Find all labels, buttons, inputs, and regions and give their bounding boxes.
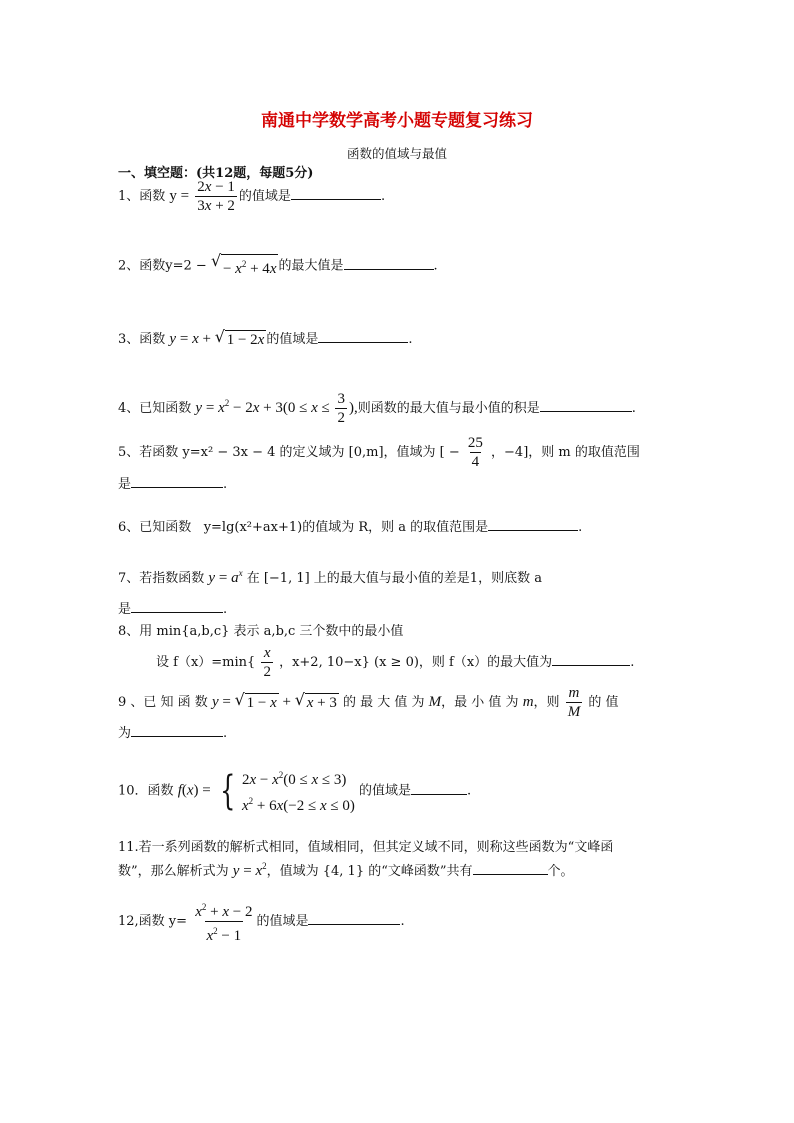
answer-blank xyxy=(411,782,467,795)
square-root: √ x + 3 xyxy=(294,690,337,711)
answer-blank xyxy=(540,399,632,412)
problem-5-line-2: 是 . xyxy=(118,477,228,492)
fraction: $\frac{x}{2}$ xyxy=(263,645,271,680)
problem-6: 6、已知函数 y=lg(x²+ax+1)的值域为 R，则 a 的取值范围是 . xyxy=(118,520,583,535)
fraction: $\frac{x^2 + x - 2}{x^2 - 1}$ xyxy=(195,902,253,944)
answer-blank xyxy=(291,187,381,200)
square-root: √ 1 − 2x xyxy=(214,327,265,348)
problem-9: 9 、已 知 函 数 y = √ 1 − x + √ x + 3 的 最 大 值 为 M，最 小 值 为 m，则 $\frac{m}{M}$ 的 值 xyxy=(118,685,619,720)
problem-10: 10．函数 f(x) = { $2x - x^2(0 \le x \le 3)$ $x^2 + 6x(-2 \le x \le 0)$ 的值域是 . xyxy=(118,765,471,817)
problem-3: 3、函数 y = x + √ 1 − 2x 的值域是 . xyxy=(118,327,413,348)
square-root: √ 1 − x xyxy=(234,690,277,711)
answer-blank xyxy=(318,330,408,343)
problem-8: 8、用 min{a,b,c} 表示 a,b,c 三个数中的最小值 xyxy=(118,624,404,639)
answer-blank xyxy=(552,653,630,666)
problem-7: 7、若指数函数 $y = a^x$ 在 [−1, 1] 上的最大值与最小值的差是1，则底数 a xyxy=(118,568,542,586)
answer-blank xyxy=(488,518,578,531)
answer-blank xyxy=(308,912,400,925)
section-heading: 一、填空题：(共12题，每题5分) xyxy=(118,166,314,181)
answer-blank xyxy=(344,257,434,270)
problem-12: 12,函数 y= $\frac{x^2 + x - 2}{x^2 - 1}$ 的值域是 . xyxy=(118,898,405,945)
problem-11: 11.若一系列函数的解析式相同，值域相同，但其定义域不同，则称这些函数为“文峰函 xyxy=(118,840,614,855)
problem-2: 2、函数y=2 − √ − $x^2 + 4x$ 的最大值是 . xyxy=(118,251,438,277)
answer-blank xyxy=(473,862,548,875)
fraction: $\frac{m}{M}$ xyxy=(567,685,581,720)
page-title: 南通中学数学高考小题专题复习练习 xyxy=(261,111,533,131)
problem-1: 1、函数 y = $\frac{2x - 1}{3x + 2}$ 的值域是 . xyxy=(118,179,386,214)
answer-blank xyxy=(131,600,223,613)
problem-11-line-2: 数”，那么解析式为 $y = x^2$，值域为 {4, 1} 的“文峰函数”共有 个。 xyxy=(118,861,574,879)
fraction: $\frac{25}{4}$ xyxy=(467,435,483,470)
problem-7-line-2: 是 . xyxy=(118,602,228,617)
page-subtitle: 函数的值域与最值 xyxy=(346,146,447,161)
piecewise-function: { $2x - x^2(0 \le x \le 3)$ $x^2 + 6x(-2 \le x \le 0)$ xyxy=(219,768,355,814)
problem-4: 4、已知函数 $y = x^2 - 2x + 3(0 \le x$ ≤ $\frac{3}{2}$ ),则函数的最大值与最小值的积是 . xyxy=(118,391,636,426)
square-root: √ − $x^2 + 4x$ xyxy=(210,251,277,277)
fraction: $\frac{3}{2}$ xyxy=(337,391,345,426)
answer-blank xyxy=(131,475,223,488)
fraction: $\frac{2x - 1}{3x + 2}$ xyxy=(197,179,235,214)
problem-5: 5、若函数 y=x² − 3x − 4 的定义域为 [0,m]，值域为 [ − $\frac{25}{4}$ ，−4]，则 m 的取值范围 xyxy=(118,435,640,470)
answer-blank xyxy=(131,724,223,737)
problem-9-line-2: 为 . xyxy=(118,726,228,741)
problem-8-line-2: 设 f（x）=min{ $\frac{x}{2}$ ，x+2, 10−x} (x ≥ 0)，则 f（x）的最大值为 . xyxy=(156,645,635,680)
